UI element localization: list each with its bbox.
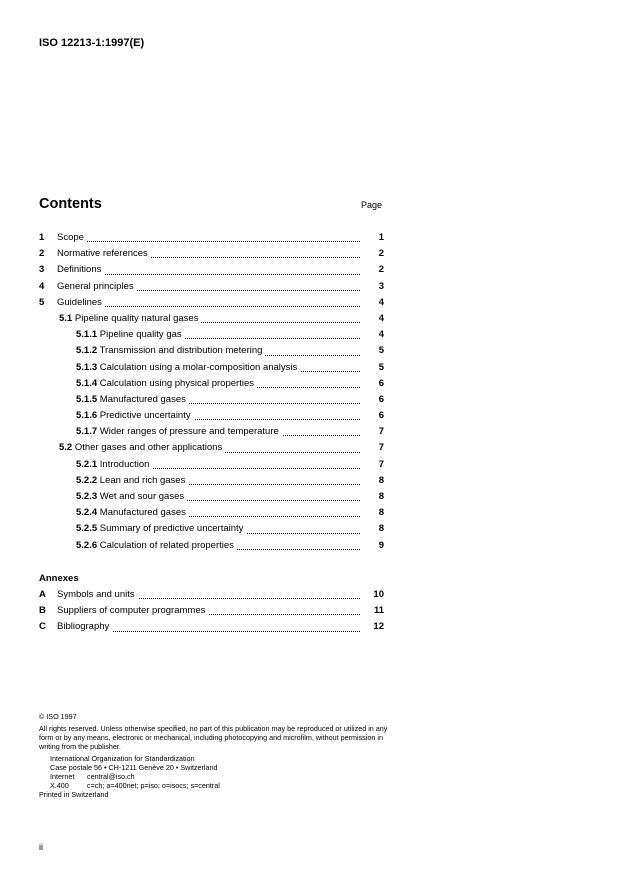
entry-number: 5.1.7 xyxy=(76,426,98,438)
document-id: ISO 12213-1:1997(E) xyxy=(39,37,145,49)
entry-number: C xyxy=(39,621,46,633)
entry-title: Predictive uncertainty xyxy=(99,410,191,422)
entry-title-wrap xyxy=(57,603,360,619)
entry-page: 10 xyxy=(373,589,384,600)
entry-title-wrap xyxy=(76,392,360,408)
entry-page: 12 xyxy=(373,621,384,633)
entry-number: 2 xyxy=(39,248,45,260)
entry-title-wrap xyxy=(76,457,360,473)
entry-title-wrap xyxy=(76,505,360,521)
entry-number: 5.2.5 xyxy=(76,523,98,535)
toc-entry xyxy=(39,424,384,440)
entry-page: 2 xyxy=(378,264,384,276)
entry-number: 4 xyxy=(39,280,45,292)
entry-page: 6 xyxy=(378,377,384,389)
entry-label xyxy=(76,362,300,373)
entry-title: General principles xyxy=(57,280,134,292)
toc-entry xyxy=(39,343,384,359)
x400-value: c=ch; a=400net; p=iso; o=isocs; s=central xyxy=(87,781,220,790)
entry-title: Transmission and distribution metering xyxy=(99,345,263,357)
entry-title: Introduction xyxy=(99,458,150,470)
toc-entry xyxy=(39,262,384,278)
contents-title: Contents xyxy=(39,196,102,212)
entry-number: 5.1.2 xyxy=(76,345,98,357)
table-of-contents xyxy=(39,230,384,554)
entry-label xyxy=(57,281,137,292)
entry-label xyxy=(57,589,138,600)
entry-title: Manufactured gases xyxy=(99,507,186,519)
toc-entry xyxy=(39,457,384,473)
entry-title-wrap xyxy=(59,440,360,456)
copyright-line: © ISO 1997 xyxy=(39,712,77,721)
entry-label xyxy=(57,605,208,616)
toc-entry xyxy=(39,538,384,554)
entry-title: Lean and rich gases xyxy=(99,474,186,486)
internet-value: central@iso.ch xyxy=(87,772,135,781)
entry-number: 5.2.1 xyxy=(76,458,98,470)
entry-number: 5.2 xyxy=(59,442,73,454)
entry-title: Calculation using physical properties xyxy=(99,377,254,389)
entry-number: 5.1.4 xyxy=(76,377,98,389)
entry-number: 3 xyxy=(39,264,45,276)
toc-entry xyxy=(39,440,384,456)
entry-number: B xyxy=(39,605,46,617)
entry-title-wrap xyxy=(76,473,360,489)
entry-title-wrap xyxy=(57,279,360,295)
entry-number: 5.1.3 xyxy=(76,361,98,373)
toc-entry xyxy=(39,408,384,424)
entry-number: 5.1.5 xyxy=(76,393,98,405)
entry-label xyxy=(57,232,87,243)
entry-page: 4 xyxy=(378,329,384,341)
entry-number: 1 xyxy=(39,232,45,243)
entry-title-wrap xyxy=(76,538,360,554)
entry-label xyxy=(76,523,246,534)
entry-title-wrap xyxy=(57,587,360,603)
entry-number: 5.2.4 xyxy=(76,507,98,519)
page-column-label: Page xyxy=(361,200,383,210)
entry-title-wrap xyxy=(57,262,360,278)
toc-entry xyxy=(39,392,384,408)
address-block xyxy=(39,754,389,790)
entry-title: Wet and sour gases xyxy=(99,491,185,502)
entry-title: Symbols and units xyxy=(57,589,135,600)
entry-title-wrap xyxy=(76,327,360,343)
entry-label xyxy=(76,459,152,470)
entry-title-wrap xyxy=(76,408,360,424)
entry-title: Definitions xyxy=(57,264,102,276)
entry-label xyxy=(76,378,257,389)
annexes-title: Annexes xyxy=(39,573,79,584)
entry-page: 8 xyxy=(378,474,384,486)
x400-row xyxy=(50,781,389,790)
internet-label: Internet xyxy=(50,772,75,781)
toc-entry xyxy=(39,376,384,392)
annex-entry xyxy=(39,587,384,603)
toc-entry xyxy=(39,521,384,537)
entry-page: 5 xyxy=(378,345,384,357)
entry-page: 1 xyxy=(378,232,384,243)
entry-label xyxy=(59,313,201,324)
entry-title: Calculation using a molar-composition analysis xyxy=(99,361,298,373)
entry-page: 7 xyxy=(378,458,384,470)
entry-label xyxy=(76,394,189,405)
annex-entry xyxy=(39,603,384,619)
toc-entry xyxy=(39,311,384,327)
entry-title-wrap xyxy=(76,360,360,376)
entry-page: 8 xyxy=(378,491,384,502)
toc-entry xyxy=(39,360,384,376)
entry-title-wrap xyxy=(76,376,360,392)
toc-entry xyxy=(39,295,384,311)
entry-page: 8 xyxy=(378,507,384,519)
entry-page: 5 xyxy=(378,361,384,373)
entry-title-wrap xyxy=(57,619,360,635)
entry-number: 5.2.6 xyxy=(76,539,98,551)
entry-label xyxy=(57,297,105,308)
entry-title-wrap xyxy=(57,246,360,262)
entry-title: Summary of predictive uncertainty xyxy=(99,523,244,535)
x400-label: X.400 xyxy=(50,781,69,790)
page-number: ii xyxy=(39,842,43,852)
entry-number: 5.2.3 xyxy=(76,491,98,502)
entry-title: Pipeline quality natural gases xyxy=(74,312,199,324)
printed-in: Printed in Switzerland xyxy=(39,790,109,799)
entry-page: 6 xyxy=(378,410,384,422)
entry-title-wrap xyxy=(76,424,360,440)
entry-page: 6 xyxy=(378,393,384,405)
entry-title-wrap xyxy=(57,295,360,311)
toc-entry xyxy=(39,489,384,505)
entry-page: 4 xyxy=(378,312,384,324)
copyright-block xyxy=(39,712,389,799)
entry-label xyxy=(76,426,282,437)
entry-page: 7 xyxy=(378,442,384,454)
rights-notice: All rights reserved. Unless otherwise specified, no part of this publication may be reproduced or utilized in any form or by any means, electronic or mechanical, including photocopying and microfilm, without permission in writing from the publisher. xyxy=(39,724,388,751)
annex-entry xyxy=(39,619,384,635)
entry-label xyxy=(76,507,189,518)
internet-row xyxy=(50,772,389,781)
entry-title-wrap xyxy=(76,343,360,359)
dot-leader xyxy=(57,241,360,242)
entry-title-wrap xyxy=(59,311,360,327)
entry-title: Other gases and other applications xyxy=(74,442,223,454)
entry-title-wrap xyxy=(76,489,360,505)
toc-entry xyxy=(39,473,384,489)
entry-number: 5.1 xyxy=(59,312,73,324)
entry-title: Normative references xyxy=(57,248,148,260)
entry-label xyxy=(57,621,112,632)
entry-number: 5.1.6 xyxy=(76,410,98,422)
entry-page: 3 xyxy=(378,280,384,292)
postal-address: Case postale 56 • CH-1211 Genève 20 • Switzerland xyxy=(50,763,218,772)
entry-page: 11 xyxy=(373,605,384,617)
entry-label xyxy=(76,345,265,356)
entry-title: Calculation of related properties xyxy=(99,539,234,551)
entry-number: 5.2.2 xyxy=(76,474,98,486)
entry-page: 4 xyxy=(378,296,384,308)
organization-name: International Organization for Standardization xyxy=(50,754,195,763)
entry-page: 7 xyxy=(378,426,384,438)
entry-title: Wider ranges of pressure and temperature xyxy=(99,426,279,438)
entry-label xyxy=(76,540,237,551)
entry-label xyxy=(57,248,151,259)
toc-entry xyxy=(39,230,384,246)
entry-label xyxy=(76,410,194,421)
entry-title-wrap xyxy=(57,230,360,246)
toc-entry xyxy=(39,279,384,295)
annex-list xyxy=(39,587,384,636)
entry-title-wrap xyxy=(76,521,360,537)
entry-title: Guidelines xyxy=(57,296,102,308)
entry-title: Scope xyxy=(57,232,84,243)
entry-page: 9 xyxy=(378,539,384,551)
entry-page: 2 xyxy=(378,248,384,260)
toc-entry xyxy=(39,505,384,521)
entry-label xyxy=(76,475,188,486)
entry-label xyxy=(76,491,187,502)
entry-title: Suppliers of computer programmes xyxy=(57,605,206,617)
toc-entry xyxy=(39,246,384,262)
entry-title: Bibliography xyxy=(57,621,110,633)
entry-page: 8 xyxy=(378,523,384,535)
entry-label xyxy=(57,264,104,275)
entry-label xyxy=(59,442,225,453)
entry-number: A xyxy=(39,589,46,600)
entry-title: Pipeline quality gas xyxy=(99,329,182,341)
entry-number: 5 xyxy=(39,296,45,308)
entry-label xyxy=(76,329,185,340)
entry-title: Manufactured gases xyxy=(99,393,186,405)
entry-number: 5.1.1 xyxy=(76,329,98,341)
toc-entry xyxy=(39,327,384,343)
